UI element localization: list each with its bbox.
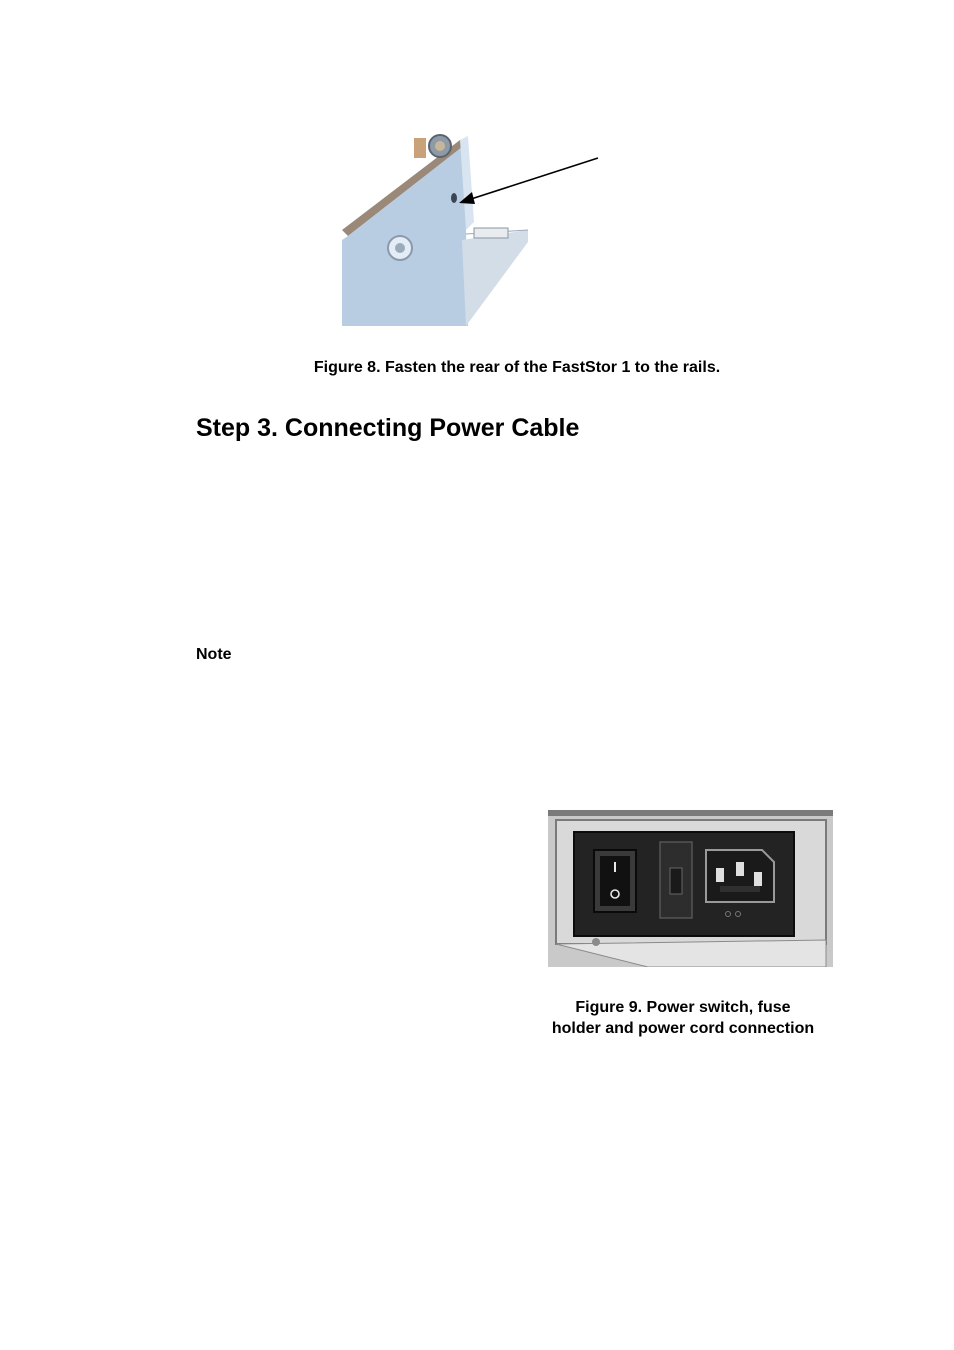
figure-9-power-panel-photo — [548, 810, 833, 967]
note-label: Note — [196, 646, 232, 663]
figure-9-caption-line-1: Figure 9. Power switch, fuse — [575, 999, 791, 1016]
figure-9-caption — [528, 997, 838, 1039]
figure-9-caption-line-2: holder and power cord connection — [551, 1020, 815, 1037]
figure-8-bracket-photo — [342, 130, 602, 326]
power-switch-icon — [594, 850, 636, 912]
section-heading: Step 3. Connecting Power Cable — [196, 414, 580, 442]
fuse-holder-icon — [660, 842, 692, 918]
figure-8-caption: Figure 8. Fasten the rear of the FastStor 1 to the rails. — [313, 359, 721, 376]
